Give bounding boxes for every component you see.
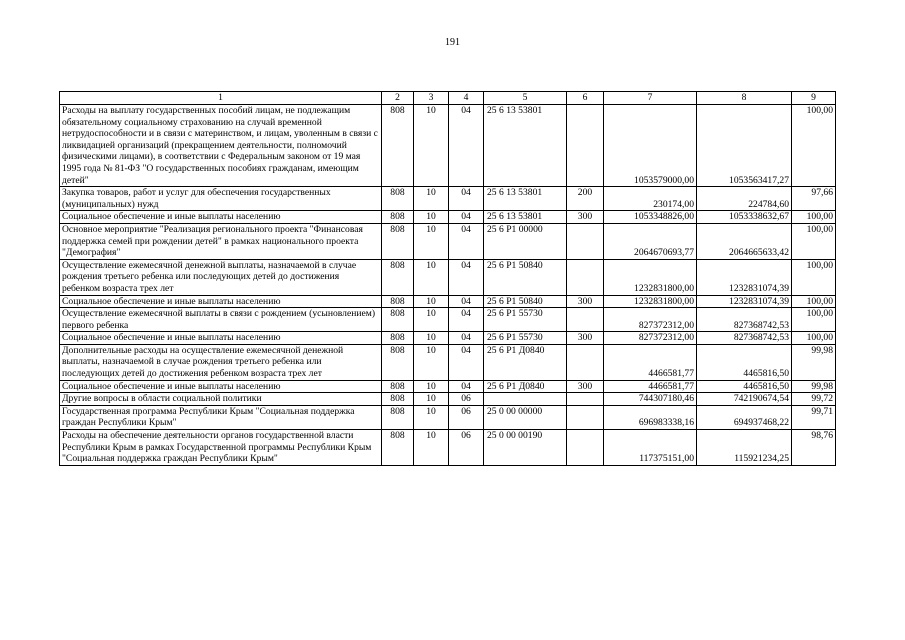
row-target-article: [484, 393, 567, 406]
row-code: 808: [382, 405, 414, 429]
row-subsection: 04: [449, 295, 484, 308]
row-plan-amount: 4466581,77: [604, 380, 697, 393]
row-section: 10: [414, 187, 449, 211]
row-expense-type: [567, 430, 604, 466]
row-target-article: 25 6 P1 55730: [484, 308, 567, 332]
row-target-article: 25 6 P1 Д0840: [484, 344, 567, 380]
row-percent: 100,00: [792, 332, 836, 345]
row-subsection: 04: [449, 211, 484, 224]
row-percent: 100,00: [792, 105, 836, 187]
row-target-article: 25 6 13 53801: [484, 105, 567, 187]
row-subsection: 04: [449, 308, 484, 332]
header-row: [60, 92, 836, 105]
table-row: [60, 393, 836, 406]
row-target-article: 25 0 00 00190: [484, 430, 567, 466]
row-target-article: 25 6 P1 Д0840: [484, 380, 567, 393]
row-percent: 99,98: [792, 380, 836, 393]
row-actual-amount: 4465816,50: [697, 344, 792, 380]
row-name: Государственная программа Республики Крым "Социальная поддержка граждан Республики Крым": [60, 405, 382, 429]
row-plan-amount: 696983338,16: [604, 405, 697, 429]
row-actual-amount: 4465816,50: [697, 380, 792, 393]
row-actual-amount: 827368742,53: [697, 332, 792, 345]
row-percent: 100,00: [792, 211, 836, 224]
row-expense-type: [567, 223, 604, 259]
row-subsection: 04: [449, 105, 484, 187]
row-subsection: 06: [449, 430, 484, 466]
row-section: 10: [414, 344, 449, 380]
row-actual-amount: 224784,60: [697, 187, 792, 211]
budget-table: [59, 91, 836, 466]
row-plan-amount: 117375151,00: [604, 430, 697, 466]
row-percent: 100,00: [792, 308, 836, 332]
row-section: 10: [414, 393, 449, 406]
row-actual-amount: 694937468,22: [697, 405, 792, 429]
row-section: 10: [414, 430, 449, 466]
row-name: Осуществление ежемесячной денежной выплаты, назначаемой в случае рождения третьего ребенка или последующих детей до достижения ребенком возраста трех лет: [60, 259, 382, 295]
row-percent: 97,66: [792, 187, 836, 211]
row-plan-amount: 4466581,77: [604, 344, 697, 380]
row-code: 808: [382, 332, 414, 345]
row-name: Закупка товаров, работ и услуг для обеспечения государственных (муниципальных) нужд: [60, 187, 382, 211]
row-target-article: 25 6 P1 00000: [484, 223, 567, 259]
row-expense-type: 300: [567, 295, 604, 308]
table-row: [60, 405, 836, 429]
row-name: Социальное обеспечение и иные выплаты населению: [60, 295, 382, 308]
row-expense-type: 300: [567, 332, 604, 345]
row-name: Расходы на обеспечение деятельности органов государственной власти Республики Крым в рамках Государственной программы Республики Крым "Социальная поддержка граждан Республики Крым": [60, 430, 382, 466]
table-row: [60, 259, 836, 295]
row-name: Осуществление ежемесячной выплаты в связи с рождением (усыновлением) первого ребенка: [60, 308, 382, 332]
row-subsection: 04: [449, 380, 484, 393]
header-cell: 5: [484, 92, 567, 105]
row-name: Социальное обеспечение и иные выплаты населению: [60, 211, 382, 224]
row-plan-amount: 1232831800,00: [604, 295, 697, 308]
row-plan-amount: 744307180,46: [604, 393, 697, 406]
row-section: 10: [414, 405, 449, 429]
table-row: [60, 105, 836, 187]
table-row: [60, 308, 836, 332]
row-code: 808: [382, 187, 414, 211]
row-code: 808: [382, 430, 414, 466]
row-expense-type: [567, 308, 604, 332]
row-expense-type: [567, 405, 604, 429]
row-section: 10: [414, 332, 449, 345]
table-row: [60, 187, 836, 211]
row-percent: 99,72: [792, 393, 836, 406]
table-row: [60, 380, 836, 393]
row-name: Другие вопросы в области социальной политики: [60, 393, 382, 406]
table-row: [60, 211, 836, 224]
table-row: [60, 295, 836, 308]
row-actual-amount: 742190674,54: [697, 393, 792, 406]
row-percent: 98,76: [792, 430, 836, 466]
row-plan-amount: 1232831800,00: [604, 259, 697, 295]
row-section: 10: [414, 295, 449, 308]
row-code: 808: [382, 259, 414, 295]
row-plan-amount: 827372312,00: [604, 332, 697, 345]
row-percent: 99,71: [792, 405, 836, 429]
row-subsection: 06: [449, 405, 484, 429]
row-name: Основное мероприятие "Реализация регионального проекта "Финансовая поддержка семей при рождении детей" в рамках национального проекта "Демография": [60, 223, 382, 259]
row-code: 808: [382, 211, 414, 224]
row-actual-amount: 1232831074,39: [697, 259, 792, 295]
row-percent: 100,00: [792, 259, 836, 295]
row-section: 10: [414, 259, 449, 295]
table-row: [60, 344, 836, 380]
row-actual-amount: 115921234,25: [697, 430, 792, 466]
row-section: 10: [414, 105, 449, 187]
row-name: Дополнительные расходы на осуществление ежемесячной денежной выплаты, назначаемой в случае рождения третьего ребенка или последующих детей до достижения ребенком возраста трех лет: [60, 344, 382, 380]
table-row: [60, 223, 836, 259]
row-expense-type: 300: [567, 380, 604, 393]
row-code: 808: [382, 105, 414, 187]
row-expense-type: [567, 344, 604, 380]
row-subsection: 06: [449, 393, 484, 406]
header-cell: 9: [792, 92, 836, 105]
row-subsection: 04: [449, 332, 484, 345]
row-plan-amount: 1053348826,00: [604, 211, 697, 224]
row-code: 808: [382, 295, 414, 308]
row-actual-amount: 2064665633,42: [697, 223, 792, 259]
row-expense-type: [567, 393, 604, 406]
row-code: 808: [382, 223, 414, 259]
row-percent: 99,98: [792, 344, 836, 380]
row-subsection: 04: [449, 223, 484, 259]
row-expense-type: 200: [567, 187, 604, 211]
row-target-article: 25 6 P1 50840: [484, 295, 567, 308]
header-cell: 3: [414, 92, 449, 105]
row-section: 10: [414, 308, 449, 332]
table-row: [60, 332, 836, 345]
header-cell: 7: [604, 92, 697, 105]
table-row: [60, 430, 836, 466]
row-section: 10: [414, 211, 449, 224]
row-target-article: 25 6 P1 50840: [484, 259, 567, 295]
row-plan-amount: 1053579000,00: [604, 105, 697, 187]
row-section: 10: [414, 223, 449, 259]
header-cell: 8: [697, 92, 792, 105]
row-name: Расходы на выплату государственных пособий лицам, не подлежащим обязательному социальному страхованию на случай временной нетрудоспособности и в связи с материнством, и лицам, уволенным в связи с ликвидацией организаций (прекращением деятельности, полномочий физическими лицами), в соответствии с Федеральным законом от 19 мая 1995 года № 81-ФЗ "О государственных пособиях гражданам, имеющим детей": [60, 105, 382, 187]
row-plan-amount: 2064670693,77: [604, 223, 697, 259]
row-target-article: 25 0 00 00000: [484, 405, 567, 429]
row-expense-type: [567, 105, 604, 187]
row-code: 808: [382, 380, 414, 393]
header-cell: 4: [449, 92, 484, 105]
row-code: 808: [382, 393, 414, 406]
header-cell: 6: [567, 92, 604, 105]
row-actual-amount: 1053338632,67: [697, 211, 792, 224]
page-number: 191: [445, 37, 460, 48]
row-code: 808: [382, 344, 414, 380]
row-target-article: 25 6 13 53801: [484, 187, 567, 211]
row-plan-amount: 230174,00: [604, 187, 697, 211]
row-subsection: 04: [449, 344, 484, 380]
row-actual-amount: 1232831074,39: [697, 295, 792, 308]
row-code: 808: [382, 308, 414, 332]
row-plan-amount: 827372312,00: [604, 308, 697, 332]
row-percent: 100,00: [792, 223, 836, 259]
row-expense-type: [567, 259, 604, 295]
row-section: 10: [414, 380, 449, 393]
row-expense-type: 300: [567, 211, 604, 224]
row-target-article: 25 6 13 53801: [484, 211, 567, 224]
row-name: Социальное обеспечение и иные выплаты населению: [60, 380, 382, 393]
header-cell: 2: [382, 92, 414, 105]
header-cell: 1: [60, 92, 382, 105]
row-actual-amount: 827368742,53: [697, 308, 792, 332]
row-subsection: 04: [449, 259, 484, 295]
row-percent: 100,00: [792, 295, 836, 308]
row-name: Социальное обеспечение и иные выплаты населению: [60, 332, 382, 345]
row-actual-amount: 1053563417,27: [697, 105, 792, 187]
row-target-article: 25 6 P1 55730: [484, 332, 567, 345]
row-subsection: 04: [449, 187, 484, 211]
